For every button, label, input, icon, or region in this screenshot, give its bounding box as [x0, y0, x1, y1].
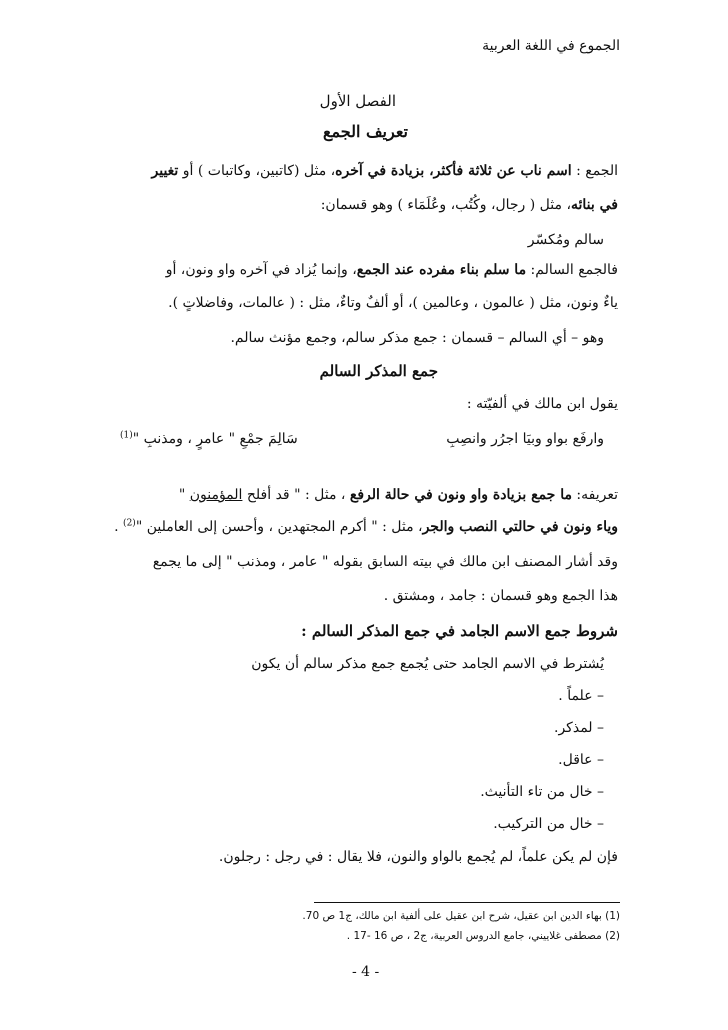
section-title: تعريف الجمع [323, 122, 408, 141]
verse-second-hemistich: سَالِمَ جمْعِ " عامرٍ ، ومذنبِ "$^{(1)}$ [120, 430, 298, 447]
definition-line-1: الجمع : اسم ناب عن ثلاثة فأكثر، بزيادة في آخره، مثل (كاتبين، وكاتبات ) أو تغيير [151, 163, 618, 179]
masculine-note-line-2: هذا الجمع وهو قسمان : جامد ، ومشتق . [383, 588, 618, 604]
condition-item: – خال من تاء التأنيث. [480, 784, 604, 800]
footnote-separator [314, 902, 620, 903]
ibn-malik-intro: يقول ابن مالك في ألفيّته : [466, 396, 618, 412]
masculine-definition-line-1: تعريفه: ما جمع بزيادة واو ونون في حالة الرفع ، مثل : " قد أفلح المؤمنون " [178, 487, 618, 503]
chapter-heading: الفصل الأول [319, 92, 396, 110]
footnote-ref-1[interactable]: (1) [120, 430, 133, 441]
footnote-2: (2) مصطفى غلاييني، جامع الدروس العربية، ج2 ، ص 16 -17 . [346, 930, 620, 942]
masculine-definition-line-2: وياء ونون في حالتي النصب والجر، مثل : " أكرم المجتهدين ، وأحسن إلى العاملين "$^{(2)}$ . [114, 518, 618, 535]
footnote-ref-2[interactable]: (2) [123, 518, 136, 529]
condition-item: – علماً . [558, 688, 604, 704]
sound-plural-line-1: فالجمع السالم: ما سلم بناء مفرده عند الجمع، وإنما يُزاد في آخره واو ونون، أو [165, 262, 618, 278]
condition-item: – خال من التركيب. [493, 816, 604, 832]
condition-item: – لمذكر. [554, 720, 604, 736]
plural-types: سالم ومُكسّر [527, 232, 604, 248]
masculine-note-line-1: وقد أشار المصنف ابن مالك في بيته السابق بقوله " عامر ، ومذنب " إلى ما يجمع [152, 554, 618, 570]
sound-plural-line-2: ياءٌ ونون، مثل ( عالمون ، وعالمين )، أو ألفٌ وتاءٌ، مثل : ( عالمات، وفاضلاتٍ ). [168, 295, 618, 311]
verse-first-hemistich: وارفَع بواو وبيَا اجرُر وانصِبِ [446, 431, 604, 447]
condition-item: – عاقل. [558, 752, 604, 768]
footnote-1: (1) بهاء الدين ابن عقيل، شرح ابن عقيل على ألفية ابن مالك، ج1 ص 70. [302, 910, 620, 922]
sound-plural-line-3: وهو – أي السالم – قسمان : جمع مذكر سالم، وجمع مؤنث سالم. [230, 330, 604, 346]
masculine-plural-title: جمع المذكر السالم [319, 362, 438, 380]
running-header: الجموع في اللغة العربية [482, 38, 620, 54]
conditions-title: شروط جمع الاسم الجامد في جمع المذكر السالم : [301, 622, 618, 640]
conditions-intro: يُشترط في الاسم الجامد حتى يُجمع جمع مذكر سالم أن يكون [251, 656, 604, 672]
definition-line-2: في بنائه، مثل ( رجال، وكُتُب، وعُلَمَاء ) وهو قسمان: [320, 197, 618, 213]
example-paragraph: فإن لم يكن علماً، لم يُجمع بالواو والنون، فلا يقال : في رجل : رجلون. [218, 849, 618, 865]
page-number: - 4 - [352, 964, 380, 980]
